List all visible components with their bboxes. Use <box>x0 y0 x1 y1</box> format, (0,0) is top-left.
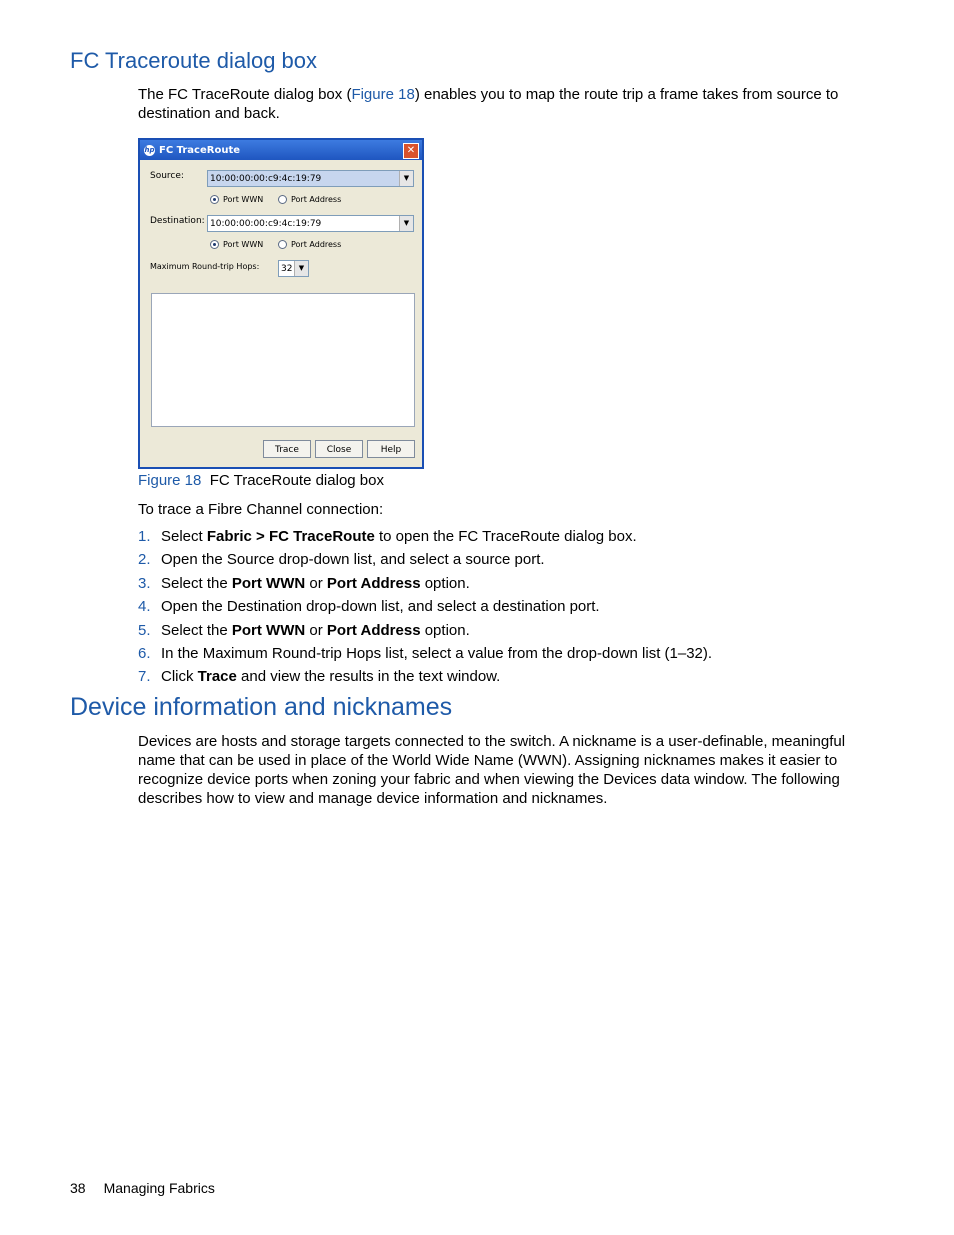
list-item <box>138 621 878 644</box>
step-text: Select the <box>161 574 232 592</box>
hops-label: Maximum Round-trip Hops: <box>150 262 260 271</box>
chevron-down-icon: ▼ <box>399 171 413 186</box>
step-text: Select the <box>161 621 232 639</box>
step-text: Select <box>161 528 207 545</box>
step-text: or <box>305 621 327 639</box>
radio-label: Port WWN <box>223 195 264 204</box>
list-item <box>138 527 878 550</box>
step-text: to open the FC TraceRoute dialog box. <box>374 528 637 545</box>
section-title-fc-traceroute: FC Traceroute dialog box <box>70 48 318 73</box>
step-text: and view the results in the text window. <box>236 668 501 686</box>
step-bold: Fabric > FC TraceRoute <box>206 528 375 545</box>
step-text: In the Maximum Round-trip Hops list, select a value from the drop-down list (1–32). <box>161 644 713 662</box>
dest-radio-port-address[interactable] <box>278 240 341 249</box>
step-bold: Trace <box>197 668 237 686</box>
step-number: 1. <box>138 528 151 545</box>
destination-value: 10:00:00:00:c9:4c:19:79 <box>210 219 322 229</box>
step-text: Click <box>161 668 198 686</box>
source-radio-port-address[interactable] <box>278 195 341 204</box>
hops-dropdown[interactable] <box>278 260 309 277</box>
source-dropdown[interactable] <box>207 170 414 187</box>
radio-label: Port Address <box>291 195 342 204</box>
help-button[interactable]: Help <box>367 440 415 458</box>
step-text: or <box>305 574 327 592</box>
hp-logo-icon: hp <box>144 145 155 154</box>
radio-label: Port Address <box>291 240 342 249</box>
radio-label: Port WWN <box>223 240 264 249</box>
step-number: 7. <box>138 668 151 686</box>
procedure-lead: To trace a Fibre Channel connection: <box>138 501 384 518</box>
intro-text-after: ) enables you to map the route trip a frame takes from source to destination and back. <box>138 86 839 122</box>
step-text: Open the Source drop-down list, and select a source port. <box>161 551 545 569</box>
list-item <box>138 667 878 690</box>
close-icon[interactable]: ✕ <box>403 143 419 159</box>
close-button[interactable]: Close <box>315 440 363 458</box>
intro-paragraph <box>138 85 848 123</box>
step-bold: Port WWN <box>231 621 306 639</box>
step-number: 2. <box>138 551 151 569</box>
list-item <box>138 644 878 667</box>
procedure-steps <box>138 527 878 691</box>
intro-text-before: The FC TraceRoute dialog box ( <box>138 86 352 103</box>
radio-selected-icon <box>210 195 219 204</box>
step-number: 4. <box>138 598 151 616</box>
source-label: Source: <box>150 171 184 181</box>
results-text-window[interactable] <box>151 293 415 427</box>
section-title-device-information: Device information and nicknames <box>70 693 453 721</box>
destination-dropdown[interactable] <box>207 215 414 232</box>
chapter-name: Managing Fabrics <box>103 1180 215 1196</box>
list-item <box>138 550 878 573</box>
step-text: Open the Destination drop-down list, and select a destination port. <box>161 598 600 616</box>
step-text: option. <box>420 621 470 639</box>
source-radio-port-wwn[interactable] <box>210 195 263 204</box>
trace-button[interactable]: Trace <box>263 440 311 458</box>
step-bold: Port Address <box>326 621 421 639</box>
step-text: option. <box>420 574 470 592</box>
radio-unselected-icon <box>278 195 287 204</box>
radio-selected-icon <box>210 240 219 249</box>
step-bold: Port Address <box>326 574 421 592</box>
figure-link[interactable]: Figure 18 <box>351 86 415 103</box>
dialog-titlebar <box>140 140 422 160</box>
hops-value: 32 <box>281 264 293 274</box>
figure-number: Figure 18 <box>138 472 202 489</box>
list-item <box>138 574 878 597</box>
step-number: 3. <box>138 574 151 592</box>
chevron-down-icon: ▼ <box>399 216 413 231</box>
chevron-down-icon: ▼ <box>294 261 308 276</box>
list-item <box>138 597 878 620</box>
fc-traceroute-dialog-figure <box>138 138 424 469</box>
step-bold: Port WWN <box>231 574 306 592</box>
step-number: 5. <box>138 621 151 639</box>
device-info-paragraph: Devices are hosts and storage targets connected to the switch. A nickname is a user-definable, meaningful name that can be used in place of the World Wide Name (WWN). Assigning nicknames makes it easier to recognize device ports when zoning your fabric and when viewing the Devices data window. The following describes how to view and manage device information and nicknames. <box>138 733 846 807</box>
figure-caption-text: FC TraceRoute dialog box <box>209 472 384 489</box>
destination-label: Destination: <box>150 216 205 226</box>
figure-caption <box>138 472 384 489</box>
page-number: 38 <box>70 1180 86 1196</box>
step-number: 6. <box>138 644 151 662</box>
radio-unselected-icon <box>278 240 287 249</box>
dialog-title: FC TraceRoute <box>159 144 241 156</box>
dest-radio-port-wwn[interactable] <box>210 240 263 249</box>
page-footer <box>70 1180 215 1196</box>
source-value: 10:00:00:00:c9:4c:19:79 <box>210 174 322 184</box>
